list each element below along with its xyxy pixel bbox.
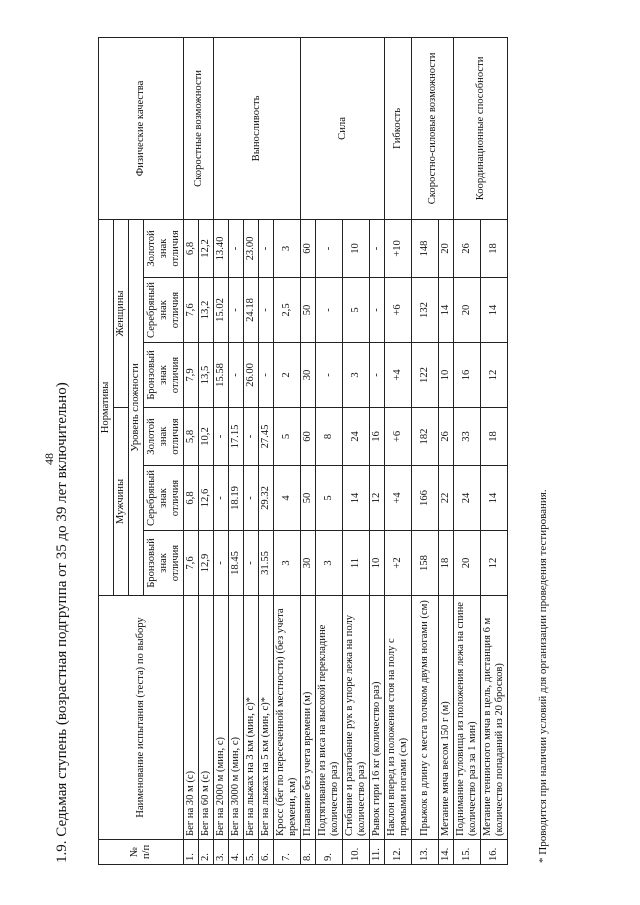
- cell: 18.45: [229, 531, 244, 596]
- row-number: 1.: [184, 840, 199, 865]
- row-number: 16.: [481, 840, 508, 865]
- cell: 14: [481, 466, 508, 531]
- cell: 15.58: [214, 343, 229, 408]
- quality-coordination: Координационные способности: [454, 37, 508, 219]
- cell: 14: [343, 466, 370, 531]
- row-name: Прыжок в длину с места толчком двумя ногами (см): [412, 596, 439, 840]
- cell: 26.00: [244, 343, 259, 408]
- page-number: 48: [42, 453, 56, 465]
- table-row: [385, 37, 412, 864]
- cell: 5: [316, 466, 343, 531]
- row-name: Подтягивание из виса на высокой перекладине (количество раз): [316, 596, 343, 840]
- header-women: Женщины: [114, 219, 129, 407]
- cell: -: [214, 466, 229, 531]
- cell: +6: [385, 408, 412, 466]
- level-header: Золотой знак отличия: [144, 219, 184, 277]
- cell: 14: [481, 278, 508, 343]
- cell: 158: [412, 531, 439, 596]
- cell: 166: [412, 466, 439, 531]
- table-body: [184, 37, 508, 864]
- row-number: 8.: [301, 840, 316, 865]
- row-number: 15.: [454, 840, 481, 865]
- cell: -: [229, 219, 244, 277]
- cell: 33: [454, 408, 481, 466]
- cell: 14: [439, 278, 454, 343]
- row-name: Бег на 3000 м (мин, с): [229, 596, 244, 840]
- cell: -: [244, 408, 259, 466]
- cell: 122: [412, 343, 439, 408]
- cell: -: [370, 278, 385, 343]
- row-name: Бег на лыжах на 3 км (мин, с)*: [244, 596, 259, 840]
- header-quality: Физические качества: [99, 37, 184, 219]
- cell: 10: [439, 343, 454, 408]
- cell: 24: [454, 466, 481, 531]
- cell: 11: [343, 531, 370, 596]
- row-number: 2.: [199, 840, 214, 865]
- cell: 18: [439, 531, 454, 596]
- cell: 182: [412, 408, 439, 466]
- cell: 2: [274, 343, 301, 408]
- header-num: № п/п: [99, 840, 184, 865]
- level-header: Золотой знак отличия: [144, 408, 184, 466]
- page-title: 1.9. Седьмая ступень (возрастная подгруппа от 35 до 39 лет включительно): [54, 382, 70, 863]
- cell: 7,9: [184, 343, 199, 408]
- quality-flexibility: Гибкость: [385, 37, 412, 219]
- cell: 15.02: [214, 278, 229, 343]
- cell: 18: [481, 219, 508, 277]
- header-difficulty: Уровень сложности: [129, 219, 144, 595]
- cell: 3: [274, 219, 301, 277]
- row-number: 9.: [316, 840, 343, 865]
- cell: 12: [370, 466, 385, 531]
- cell: 3: [343, 343, 370, 408]
- row-number: 6.: [259, 840, 274, 865]
- cell: 5,8: [184, 408, 199, 466]
- row-name: Бег на лыжах на 5 км (мин, с)*: [259, 596, 274, 840]
- table-row: [214, 37, 229, 864]
- row-name: Наклон вперед из положения стоя на полу с прямыми ногами (см): [385, 596, 412, 840]
- cell: 22: [439, 466, 454, 531]
- cell: 7,6: [184, 278, 199, 343]
- cell: 18.19: [229, 466, 244, 531]
- cell: -: [370, 343, 385, 408]
- cell: 17.15: [229, 408, 244, 466]
- cell: 50: [301, 466, 316, 531]
- level-header: Серебряный знак отличия: [144, 278, 184, 343]
- cell: 20: [454, 278, 481, 343]
- level-header: Серебряный знак отличия: [144, 466, 184, 531]
- cell: 50: [301, 278, 316, 343]
- cell: -: [316, 219, 343, 277]
- cell: -: [259, 343, 274, 408]
- cell: 7,6: [184, 531, 199, 596]
- row-number: 10.: [343, 840, 370, 865]
- cell: 30: [301, 343, 316, 408]
- cell: -: [259, 278, 274, 343]
- cell: 30: [301, 531, 316, 596]
- header-norms: Нормативы: [99, 219, 114, 595]
- table-row: [454, 37, 481, 864]
- row-number: 3.: [214, 840, 229, 865]
- norms-table: [98, 37, 508, 865]
- cell: -: [259, 219, 274, 277]
- row-number: 12.: [385, 840, 412, 865]
- row-name: Бег на 30 м (с): [184, 596, 199, 840]
- quality-speed: Скоростные возможности: [184, 37, 214, 219]
- cell: +4: [385, 466, 412, 531]
- cell: +4: [385, 343, 412, 408]
- cell: 8: [316, 408, 343, 466]
- cell: 12,6: [199, 466, 214, 531]
- cell: 24.18: [244, 278, 259, 343]
- quality-strength: Сила: [301, 37, 385, 219]
- cell: 29.32: [259, 466, 274, 531]
- cell: 3: [316, 531, 343, 596]
- header-men: Мужчины: [114, 408, 129, 596]
- cell: 60: [301, 408, 316, 466]
- cell: 5: [274, 408, 301, 466]
- row-number: 7.: [274, 840, 301, 865]
- cell: 27.45: [259, 408, 274, 466]
- cell: -: [229, 343, 244, 408]
- cell: 24: [343, 408, 370, 466]
- cell: 12: [481, 343, 508, 408]
- cell: -: [370, 219, 385, 277]
- cell: +6: [385, 278, 412, 343]
- row-name: Плавание без учета времени (м): [301, 596, 316, 840]
- cell: +2: [385, 531, 412, 596]
- cell: 12,2: [199, 219, 214, 277]
- cell: -: [316, 343, 343, 408]
- cell: 60: [301, 219, 316, 277]
- table-row: [301, 37, 316, 864]
- cell: 5: [343, 278, 370, 343]
- cell: 13,5: [199, 343, 214, 408]
- row-name: Поднимание туловища из положения лежа на спине (количество раз за 1 мин): [454, 596, 481, 840]
- cell: 10,2: [199, 408, 214, 466]
- cell: -: [214, 408, 229, 466]
- row-name: Метание теннисного мяча в цель, дистанция 6 м (количество попаданий из 20 бросков): [481, 596, 508, 840]
- cell: +10: [385, 219, 412, 277]
- cell: 31.55: [259, 531, 274, 596]
- table-row: [412, 37, 439, 864]
- header-name: Наименование испытания (теста) по выбору: [99, 596, 184, 840]
- cell: -: [229, 278, 244, 343]
- row-name: Кросс (бег по пересеченной местности) (без учета времени, км): [274, 596, 301, 840]
- cell: 26: [454, 219, 481, 277]
- cell: 26: [439, 408, 454, 466]
- cell: 6,8: [184, 466, 199, 531]
- row-number: 14.: [439, 840, 454, 865]
- cell: 4: [274, 466, 301, 531]
- cell: 23.00: [244, 219, 259, 277]
- table-row: [184, 37, 199, 864]
- cell: 3: [274, 531, 301, 596]
- row-name: Рывок гири 16 кг (количество раз): [370, 596, 385, 840]
- cell: 13.40: [214, 219, 229, 277]
- level-header: Бронзовый знак отличия: [144, 531, 184, 596]
- cell: 2,5: [274, 278, 301, 343]
- cell: -: [244, 531, 259, 596]
- cell: -: [316, 278, 343, 343]
- cell: 10: [370, 531, 385, 596]
- row-number: 13.: [412, 840, 439, 865]
- cell: 10: [343, 219, 370, 277]
- cell: 6,8: [184, 219, 199, 277]
- cell: 148: [412, 219, 439, 277]
- row-number: 5.: [244, 840, 259, 865]
- cell: 20: [439, 219, 454, 277]
- quality-speed-strength: Скоростно-силовые возможности: [412, 37, 454, 219]
- cell: 12,9: [199, 531, 214, 596]
- cell: 18: [481, 408, 508, 466]
- row-name: Метание мяча весом 150 г (м): [439, 596, 454, 840]
- row-name: Бег на 2000 м (мин, с): [214, 596, 229, 840]
- row-number: 11.: [370, 840, 385, 865]
- quality-endurance: Выносливость: [214, 37, 301, 219]
- cell: 16: [370, 408, 385, 466]
- row-name: Бег на 60 м (с): [199, 596, 214, 840]
- footnote: * Проводится при наличии условий для организации проведения тестирования.: [537, 489, 549, 863]
- row-name: Сгибание и разгибание рук в упоре лежа на полу (количество раз): [343, 596, 370, 840]
- cell: 132: [412, 278, 439, 343]
- cell: 20: [454, 531, 481, 596]
- cell: -: [214, 531, 229, 596]
- level-header: Бронзовый знак отличия: [144, 343, 184, 408]
- row-number: 4.: [229, 840, 244, 865]
- cell: -: [244, 466, 259, 531]
- cell: 12: [481, 531, 508, 596]
- cell: 16: [454, 343, 481, 408]
- cell: 13,2: [199, 278, 214, 343]
